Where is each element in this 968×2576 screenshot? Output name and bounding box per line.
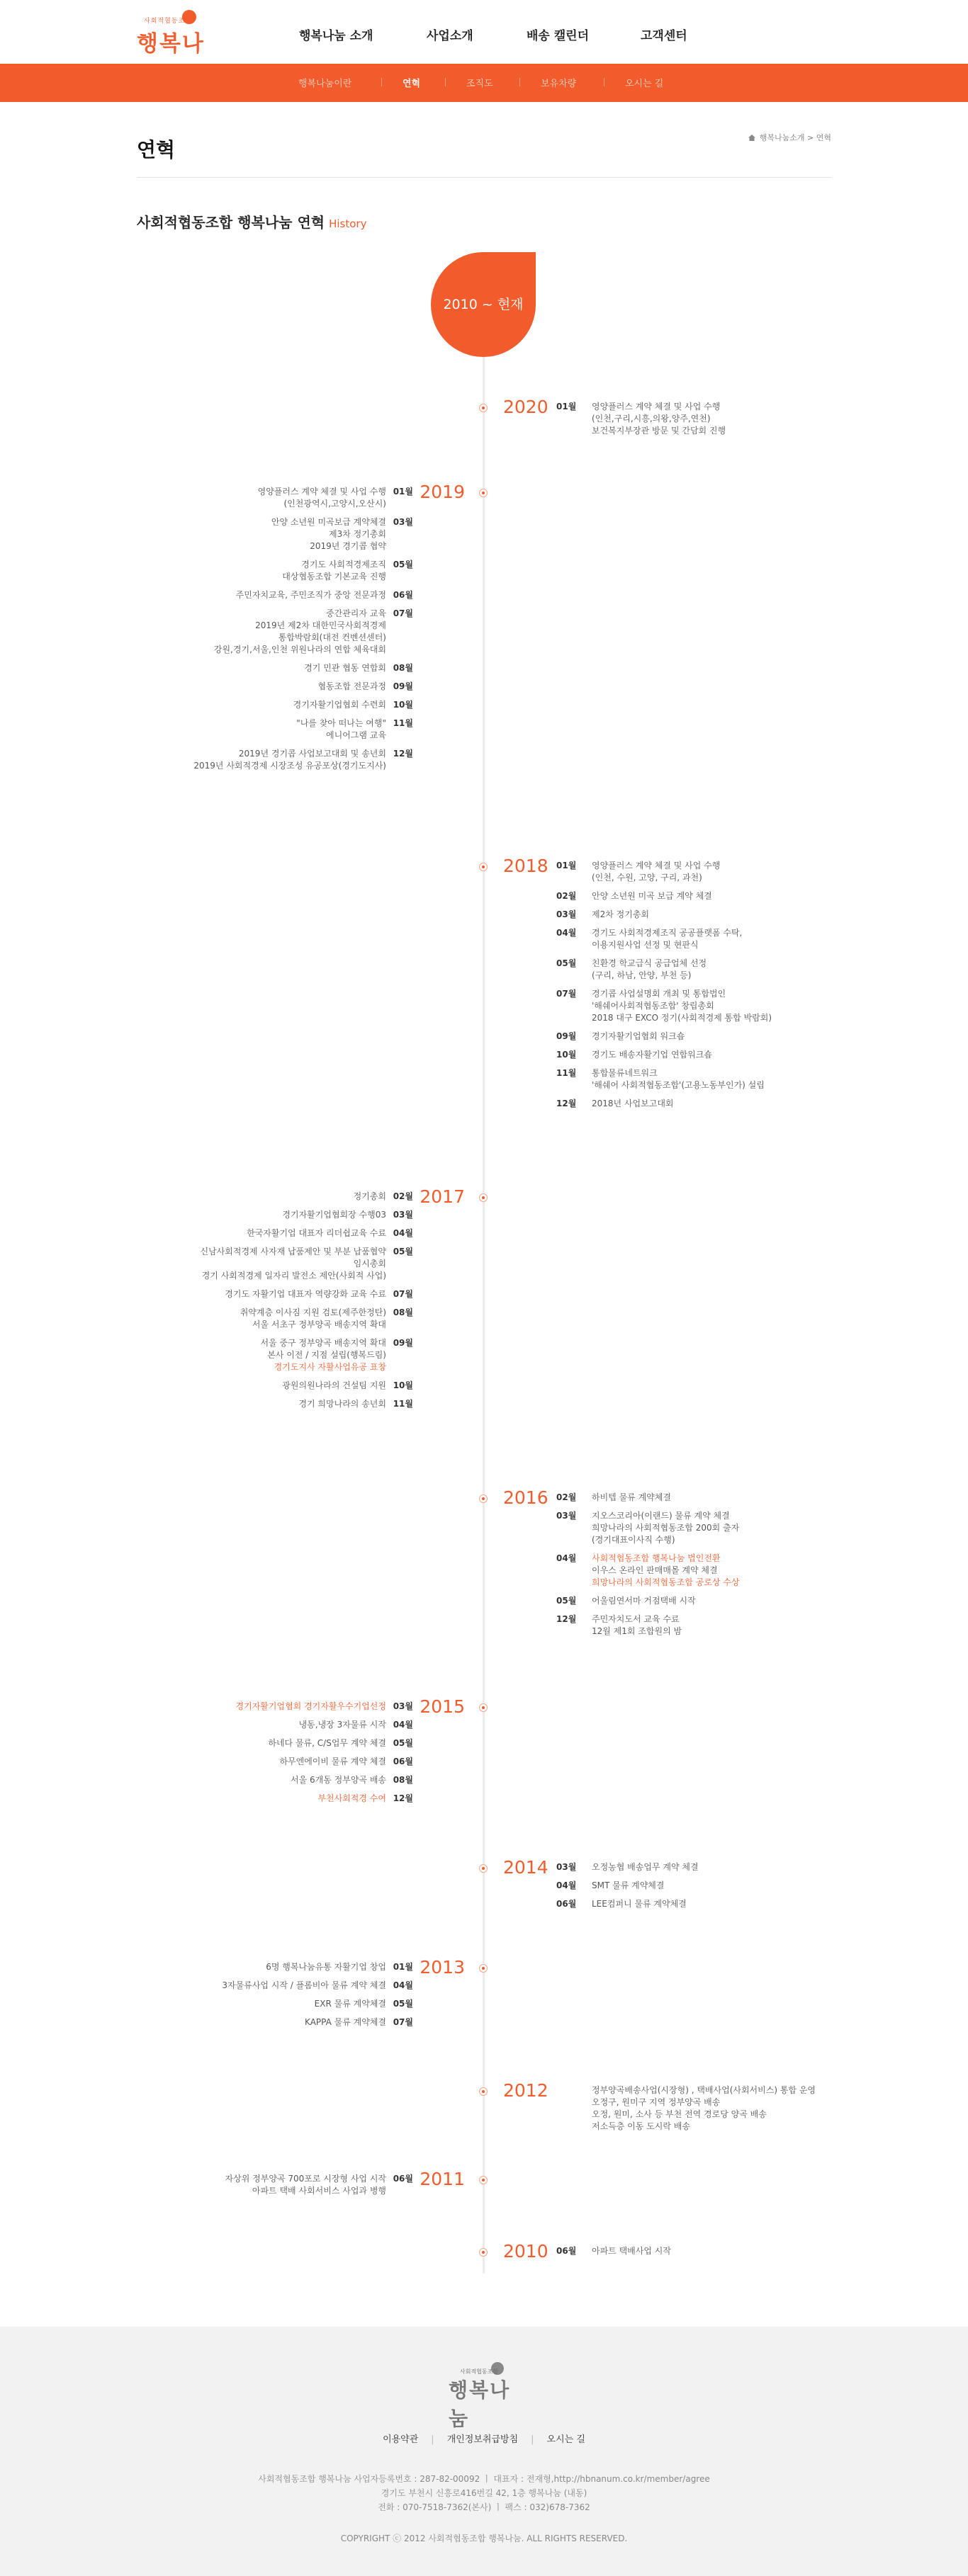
history-text xyxy=(592,1898,889,1910)
terms-link[interactable]: 이용약관 xyxy=(383,2434,419,2445)
history-month: 06월 xyxy=(393,590,413,600)
history-month: 05월 xyxy=(393,1738,413,1748)
timeline-dot xyxy=(479,2087,488,2096)
history-month: 07월 xyxy=(393,1289,413,1299)
footer-logo xyxy=(449,2362,519,2430)
breadcrumb xyxy=(748,132,831,143)
history-text xyxy=(592,1861,889,1873)
history-line: 아파트 택배 사회서비스 사업과 병행 xyxy=(252,2186,386,2196)
history-en: History xyxy=(329,217,367,230)
subnav-intro[interactable]: 행복나눔이란 xyxy=(298,79,352,89)
timeline-dot xyxy=(479,404,488,412)
history-line: 친환경 학교급식 공급업체 선정 xyxy=(592,958,707,968)
history-line: 경기자활기업협회 수련회 xyxy=(293,700,386,710)
history-month: 04월 xyxy=(556,928,577,938)
copyright: COPYRIGHT ⓒ 2012 사회적협동조합 행복나눔. ALL RIGHTS RESERVED. xyxy=(340,2534,628,2543)
history-month: 09월 xyxy=(556,1031,577,1041)
history-line: 중간관리자 교육 xyxy=(326,608,386,618)
history-line: SMT 물류 계약체결 xyxy=(592,1880,665,1890)
history-line: 이우스 온라인 판매매몰 계약 체결 xyxy=(592,1565,718,1575)
timeline-dot xyxy=(479,1494,488,1503)
footer-links xyxy=(0,2432,968,2445)
history-month: 01월 xyxy=(556,402,577,412)
history-line: (인천,구리,시흥,의왕,양주,연천) xyxy=(592,414,711,424)
history-line: 부천사회적경 수여 xyxy=(317,1793,386,1803)
history-line: 사회적협동조합 행복나눔 법인전환 xyxy=(592,1553,721,1563)
history-line: 한국자활기업 대표자 리더쉽교육 수료 xyxy=(247,1228,386,1238)
history-line: 경기자활기업협회 경기자활우수기업선정 xyxy=(235,1701,386,1711)
history-text xyxy=(18,1209,386,1221)
history-text xyxy=(18,1793,386,1805)
history-line: 2019년 제2차 대한민국사회적경제 xyxy=(255,620,386,630)
history-month: 07월 xyxy=(393,2017,413,2027)
logo-subtitle: 사회적협동조합 xyxy=(144,18,192,25)
timeline-year: 2015 xyxy=(420,1696,465,1717)
history-text xyxy=(592,958,889,982)
history-text xyxy=(18,1380,386,1392)
history-line: 강원,경기,서울,인천 위원나라의 연합 체육대회 xyxy=(213,645,386,654)
history-line: EXR 물류 계약체결 xyxy=(314,1999,386,2009)
history-month: 11월 xyxy=(393,718,413,728)
timeline-dot xyxy=(479,863,488,871)
history-text xyxy=(592,2084,889,2133)
history-text xyxy=(18,748,386,772)
history-line: 2019년 경기콥 사업보고대회 및 송년회 xyxy=(238,749,386,759)
history-text xyxy=(18,1737,386,1749)
history-line: KAPPA 물류 계약체결 xyxy=(305,2017,386,2027)
history-text xyxy=(18,1756,386,1768)
timeline-year: 2013 xyxy=(420,1957,465,1978)
history-text xyxy=(18,662,386,674)
history-line: 경기도 자활기업 대표자 역량강화 교육 수료 xyxy=(225,1289,386,1299)
history-month: 02월 xyxy=(556,891,577,901)
history-line: 지오스코리아(이랜드) 물류 계약 체결 xyxy=(592,1511,730,1521)
history-month: 04월 xyxy=(393,1980,413,1990)
history-line: 하비텝 물류 계약체결 xyxy=(592,1492,671,1502)
history-line: 정부양곡배송사업(시장형) , 택배사업(사회서비스) 통합 운영 xyxy=(592,2085,816,2095)
page-title: 연혁 xyxy=(137,138,176,161)
history-month: 08월 xyxy=(393,1775,413,1785)
history-month: 03월 xyxy=(393,1210,413,1220)
history-line: 통합물류네트워크 xyxy=(592,1068,658,1078)
history-line: 2019년 사회적경제 시장조성 유공포상(경기도지사) xyxy=(193,761,386,771)
history-month: 06월 xyxy=(556,2246,577,2256)
divider xyxy=(519,78,520,86)
history-line: 광원의원나라의 건설팀 지원 xyxy=(282,1380,386,1390)
history-line: (구리, 하남, 안양, 부천 등) xyxy=(592,970,692,980)
history-line: 경기도 배송자활기업 연합워크숍 xyxy=(592,1050,712,1060)
timeline-year: 2016 xyxy=(503,1487,548,1508)
history-month: 01월 xyxy=(393,487,413,497)
history-text xyxy=(18,589,386,601)
history-text xyxy=(592,988,889,1024)
timeline-dot xyxy=(479,1703,488,1712)
history-heading xyxy=(137,211,366,232)
history-text xyxy=(592,1595,889,1607)
history-line: 오정, 원미, 소사 등 부천 전역 경로당 양곡 배송 xyxy=(592,2109,767,2119)
history-month: 12월 xyxy=(393,749,413,759)
divider xyxy=(381,78,382,86)
history-line: 임시총회 xyxy=(353,1259,386,1269)
history-text xyxy=(592,2245,889,2257)
history-line: 이용지원사업 선정 및 현판식 xyxy=(592,940,699,950)
history-line: 안양 소년원 미곡 보급 계약 체결 xyxy=(592,891,712,901)
history-line: 서울 서초구 정부양곡 배송지역 확대 xyxy=(252,1320,386,1329)
history-month: 06월 xyxy=(393,1757,413,1766)
history-line: 희망나라의 사회적협동조합 200회 출자 xyxy=(592,1523,740,1533)
history-line: 경기자활기업협회장 수행03 xyxy=(282,1210,386,1220)
title-divider xyxy=(137,177,831,178)
history-line: 협동조합 전문과정 xyxy=(317,681,386,691)
history-month: 10월 xyxy=(393,700,413,710)
history-line: 경기도지사 자활사업유공 표창 xyxy=(274,1362,386,1372)
history-month: 03월 xyxy=(393,517,413,527)
history-month: 07월 xyxy=(393,608,413,618)
history-month: 03월 xyxy=(556,909,577,919)
history-month: 05월 xyxy=(393,1999,413,2009)
history-text xyxy=(592,1510,889,1546)
history-text xyxy=(18,1998,386,2010)
divider xyxy=(445,78,446,86)
history-text xyxy=(592,1553,889,1589)
history-month: 07월 xyxy=(556,989,577,999)
history-month: 02월 xyxy=(393,1191,413,1201)
history-month: 02월 xyxy=(556,1492,577,1502)
history-text xyxy=(592,1492,889,1504)
main-nav xyxy=(0,25,968,42)
history-month: 03월 xyxy=(556,1862,577,1872)
history-month: 12월 xyxy=(556,1099,577,1108)
history-line: (경기대표이사직 수행) xyxy=(592,1535,675,1545)
history-text xyxy=(18,486,386,510)
history-line: 통합박람회(대전 컨벤션센터) xyxy=(278,632,386,642)
history-text xyxy=(592,1098,889,1110)
history-month: 05월 xyxy=(556,958,577,968)
history-month: 09월 xyxy=(393,681,413,691)
company-info-line: 전화 : 070-7518-7362(본사) ㅣ 팩스 : 032)678-7362 xyxy=(378,2502,590,2512)
history-line: 냉동,냉장 3자물류 시작 xyxy=(298,1720,386,1730)
history-month: 12월 xyxy=(393,1793,413,1803)
history-text xyxy=(592,860,889,884)
home-icon[interactable] xyxy=(748,135,755,141)
history-text xyxy=(18,2173,386,2197)
divider: | xyxy=(531,2434,534,2445)
history-text xyxy=(18,1980,386,1992)
history-text xyxy=(592,1031,889,1043)
history-line: 아파트 택배사업 시작 xyxy=(592,2246,671,2256)
history-month: 05월 xyxy=(393,560,413,569)
timeline-year: 2010 xyxy=(503,2241,548,2262)
history-line: 안양 소년원 미곡보급 계약체결 xyxy=(271,517,386,527)
timeline-dot xyxy=(479,1193,488,1202)
history-month: 10월 xyxy=(556,1050,577,1060)
history-text xyxy=(18,681,386,693)
history-line: 제2차 정기총회 xyxy=(592,909,650,919)
history-month: 12월 xyxy=(556,1614,577,1624)
history-text xyxy=(18,1191,386,1203)
logo-title: 행복나 xyxy=(137,31,205,57)
history-text xyxy=(592,1880,889,1892)
history-line: 경기 희망나라의 송년회 xyxy=(298,1399,386,1409)
history-line: 오정구, 원미구 지역 정부양곡 배송 xyxy=(592,2097,721,2107)
nav-customer[interactable]: 고객센터 xyxy=(641,29,687,43)
history-line: 오정농협 배송업무 계약 체결 xyxy=(592,1862,699,1872)
history-month: 06월 xyxy=(393,2174,413,2184)
history-line: 어울림연서마 거점택배 시작 xyxy=(592,1596,696,1606)
timeline-dot xyxy=(479,1964,488,1973)
history-text xyxy=(592,401,889,437)
history-line: 서울 6개동 정부양곡 배송 xyxy=(291,1775,386,1785)
timeline-dot xyxy=(479,489,488,497)
nav-business[interactable]: 사업소개 xyxy=(427,29,473,43)
breadcrumb-path: 행복나눔소개 > 연혁 xyxy=(759,133,831,142)
history-line: 대상협동조합 기본교육 진행 xyxy=(282,572,386,581)
history-text xyxy=(18,559,386,583)
history-month: 09월 xyxy=(393,1338,413,1348)
history-line: '해쉐어사회적협동조합' 창립총회 xyxy=(592,1001,714,1011)
history-text xyxy=(18,717,386,742)
divider: | xyxy=(431,2434,434,2445)
history-line: 영양플러스 계약 체결 및 사업 수행 xyxy=(257,487,386,497)
footer-logo-subtitle: 사회적협동조합 xyxy=(460,2368,499,2375)
company-info xyxy=(0,2472,968,2514)
history-text xyxy=(18,1337,386,1373)
history-line: 주민자치도서 교육 수료 xyxy=(592,1614,680,1624)
history-line: 3자물류사업 시작 / 플롬비아 물류 계약 체결 xyxy=(222,1980,386,1990)
history-line: 취약계층 이사짐 지원 검토(제주한정탄) xyxy=(240,1307,386,1317)
header xyxy=(0,0,968,64)
timeline-year: 2012 xyxy=(503,2080,548,2101)
history-text xyxy=(592,1067,889,1091)
history-text xyxy=(18,1307,386,1331)
history-month: 04월 xyxy=(393,1228,413,1238)
history-month: 11월 xyxy=(393,1399,413,1409)
timeline-line xyxy=(483,319,485,2274)
location-link[interactable]: 오시는 길 xyxy=(546,2434,585,2445)
history-month: 04월 xyxy=(393,1720,413,1730)
history-line: 경기 민관 협동 연합회 xyxy=(304,663,386,673)
history-line: 신남사회적경제 사자재 납품제안 및 부분 납품협약 xyxy=(200,1247,386,1256)
history-text xyxy=(592,1613,889,1638)
history-month: 01월 xyxy=(556,861,577,870)
timeline-dot xyxy=(479,2248,488,2257)
history-line: LEE컴퍼니 물류 계약체결 xyxy=(592,1899,687,1909)
history-month: 03월 xyxy=(556,1511,577,1521)
history-title: 사회적협동조합 행복나눔 연혁 xyxy=(137,214,325,231)
timeline-dot xyxy=(479,1864,488,1873)
history-line: 2018 대구 EXCO 정기(사회적경제 통합 박람회) xyxy=(592,1013,772,1023)
history-text xyxy=(18,1961,386,1973)
timeline-year: 2017 xyxy=(420,1186,465,1207)
subnav-vehicles[interactable]: 보유차량 xyxy=(541,79,577,89)
history-line: 하무엔에이비 물류 계약 체결 xyxy=(279,1757,386,1766)
company-info-line: 사회적협동조합 행복나눔 사업자등록번호 : 287-82-00092 ㅣ 대표자 : 전재형,http://hbnanum.co.kr/member/agree xyxy=(258,2474,710,2484)
history-text xyxy=(18,1288,386,1300)
subnav-location[interactable]: 오시는 길 xyxy=(625,79,664,89)
history-month: 06월 xyxy=(556,1899,577,1909)
history-month: 10월 xyxy=(393,1380,413,1390)
history-text xyxy=(18,699,386,711)
company-info-line: 경기도 부천시 신흥로416번길 42, 1층 행복나눔 (내동) xyxy=(381,2488,587,2498)
history-text xyxy=(18,2016,386,2029)
history-line: 2018년 사업보고대회 xyxy=(592,1099,674,1108)
history-line: 자상위 정부양곡 700포로 시장형 사업 시작 xyxy=(225,2174,386,2184)
history-text xyxy=(592,927,889,951)
history-line: 영양플러스 계약 체결 및 사업 수행 xyxy=(592,402,721,412)
timeline-year: 2019 xyxy=(420,482,465,502)
history-text xyxy=(18,608,386,656)
history-line: 희망나라의 사회적협동조합 공로상 수상 xyxy=(592,1577,740,1587)
history-line: 2019년 경기콥 협약 xyxy=(310,541,386,551)
history-month: 11월 xyxy=(556,1068,577,1078)
timeline-year: 2018 xyxy=(503,856,548,876)
history-text xyxy=(18,1719,386,1731)
subnav-history[interactable]: 연혁 xyxy=(403,79,421,89)
history-month: 08월 xyxy=(393,663,413,673)
history-line: 본사 이전 / 지점 설립(행복드림) xyxy=(267,1350,386,1360)
footer xyxy=(0,2327,968,2576)
timeline-year: 2020 xyxy=(503,397,548,417)
history-month: 05월 xyxy=(393,1247,413,1256)
history-line: (인천, 수원, 고양, 구리, 과천) xyxy=(592,873,702,883)
history-text xyxy=(18,1227,386,1239)
history-line: 6명 행복나눔유통 자활기업 창업 xyxy=(266,1962,386,1972)
history-line: 정기총회 xyxy=(353,1191,386,1201)
history-line: 경기도 사회적경제조직 공공플랫폼 수탁, xyxy=(592,928,743,938)
footer-logo-title: 행복나눔 xyxy=(449,2378,511,2430)
privacy-link[interactable]: 개인정보취급방침 xyxy=(446,2434,519,2445)
nav-about[interactable]: 행복나눔 소개 xyxy=(299,29,373,43)
subnav-org[interactable]: 조직도 xyxy=(466,79,493,89)
history-month: 04월 xyxy=(556,1553,577,1563)
history-month: 01월 xyxy=(393,1962,413,1972)
history-text xyxy=(18,1701,386,1713)
history-month: 08월 xyxy=(393,1307,413,1317)
history-line: 하네다 물류, C/S업무 계약 체결 xyxy=(268,1738,386,1748)
history-line: 서울 중구 정부양곡 배송지역 확대 xyxy=(260,1338,386,1348)
history-month: 05월 xyxy=(556,1596,577,1606)
history-line: '해쉐어 사회적협동조합'(고용노동부인가) 설립 xyxy=(592,1080,765,1090)
sub-nav xyxy=(0,64,968,102)
history-line: 보건복지부장관 방문 및 간담회 진행 xyxy=(592,426,726,436)
history-line: 경기자활기업협회 워크숍 xyxy=(592,1031,685,1041)
history-line: 경기콥 사업설명회 개최 및 통합법인 xyxy=(592,989,726,999)
history-text xyxy=(18,1398,386,1410)
timeline-dot xyxy=(479,2176,488,2184)
history-text xyxy=(18,516,386,552)
history-text xyxy=(592,890,889,902)
nav-calendar[interactable]: 배송 캘린더 xyxy=(527,29,590,43)
history-line: (인천광역시,고양시,오산시) xyxy=(283,499,386,509)
history-text xyxy=(18,1246,386,1282)
era-badge: 2010 ~ 현재 xyxy=(431,252,536,357)
history-line: 저소득층 이동 도시락 배송 xyxy=(592,2121,690,2131)
history-text xyxy=(592,1049,889,1061)
history-line: 주민자치교육, 주민조직가 중앙 전문과정 xyxy=(235,590,386,600)
history-line: 경기도 사회적경제조직 xyxy=(301,560,386,569)
history-month: 03월 xyxy=(393,1701,413,1711)
history-line: 영양플러스 계약 체결 및 사업 수행 xyxy=(592,861,721,870)
history-line: 12월 제1회 조합원의 밤 xyxy=(592,1626,682,1636)
history-line: "나를 찾아 떠나는 여행" xyxy=(296,718,386,728)
history-text xyxy=(592,909,889,921)
timeline-year: 2014 xyxy=(503,1857,548,1878)
timeline-year: 2011 xyxy=(420,2169,465,2189)
history-line: 에니어그램 교육 xyxy=(326,730,386,740)
history-line: 경기 사회적경제 일자리 발전소 제안(사회적 사업) xyxy=(201,1271,386,1281)
history-text xyxy=(18,1774,386,1786)
history-line: 제3차 정기총회 xyxy=(328,529,386,539)
history-month: 04월 xyxy=(556,1880,577,1890)
